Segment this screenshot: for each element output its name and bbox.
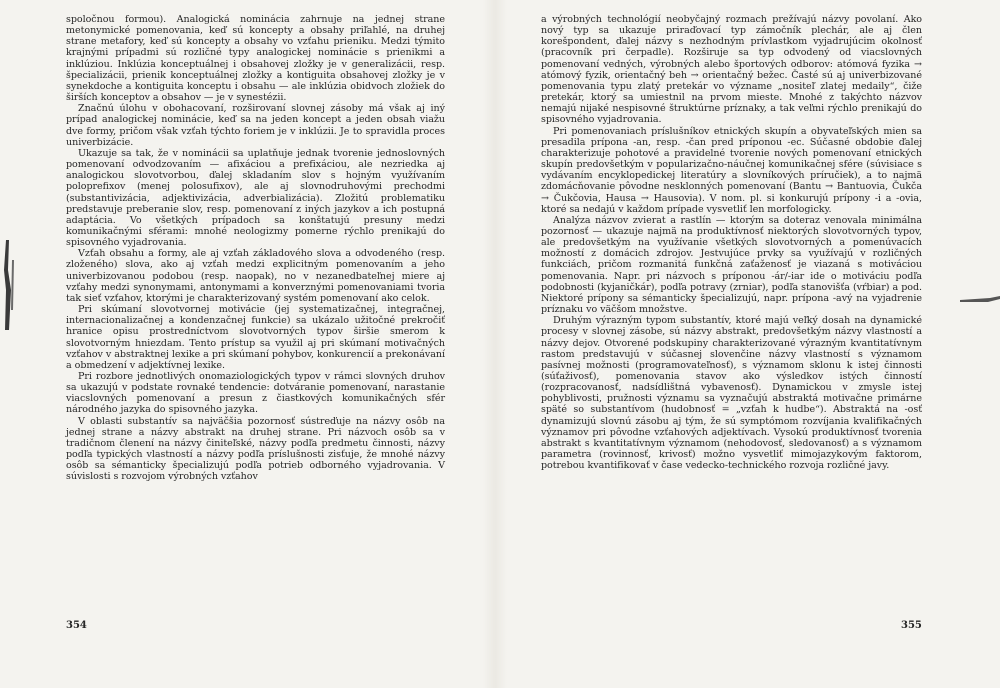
left-paragraph-2: Značnú úlohu v obohacovaní, rozširovaní slovnej zásoby má však aj iný prípad analogickej nominácie, keď sa na jeden koncept a jeden obsah viažu dve formy, pričom však vzťah týchto foriem je v inklúzii. Je to spravidla proces univerbizácie. — [66, 103, 445, 148]
right-paragraph-4: Druhým výrazným typom substantív, ktoré majú veľký dosah na dynamické procesy v slovnej zásobe, sú názvy abstrakt, predovšetkým názvy vlastností a názvy dejov. Otvorené podskupiny charakterizované výrazným kvantitatívnym rastom predstavujú v súčasnej slovenčine názvy vlastností s významom pasívnej možnosti (programovateľnosť), s významom sklonu k istej činnosti (súťaživosť), pomenovania stavov ako výsledkov istých činností (rozpracovanosť, nadsídlištná vybavenosť). Dynamickou v zmysle istej pohyblivosti, pružnosti významu sa vyznačujú abstraktá motivačne primárne späté so substantívom (hudobnosť = „vzťah k hudbe“). Abstraktá na -osť dynamizujú slovnú zásobu aj tým, že sú symptómom rozvíjania kvalifikačných významov pri pôvodne vzťahových adjektívach. Vysokú produktívnosť tvorenia abstrakt s kvantitatívnym významom (nehodovosť, sledovanosť) a s významom parametra (rovinnosť, krivosť) možno vysvetliť mimojazykovým faktorom, potrebou kvantifikovať v čase vedecko-technického rozvoja rozličné javy. — [541, 315, 922, 472]
left-paragraph-4: Vzťah obsahu a formy, ale aj vzťah základového slova a odvodeného (resp. zloženého) slova, ako aj vzťah medzi explicitným pomenovaním a jeho univerbizovanou podobou (resp. naopak), no v nezanedbateľnej miere aj vzťahy medzi synonymami, antonymami a konverznými pomenovaniami tvoria tak sieť vzťahov, ktorými je charakterizovaný systém pomenovaní ako celok. — [66, 248, 445, 304]
left-paragraph-5: Pri skúmaní slovotvornej motivácie (jej systematizačnej, integračnej, internacionalizačnej a kondenzačnej funkcie) sa ukázalo užitočné prekročiť hranice opisu prostredníctvom slovotvorných typov širšie smerom k slovotvorným hniezdam. Tento prístup sa využil aj pri skúmaní motivačných vzťahov v abstraktnej lexike a pri skúmaní pohybov, konkurencií a prekonávaní a obmedzení v adjektívnej lexike. — [66, 304, 445, 371]
right-paragraph-3: Analýza názvov zvierat a rastlín — ktorým sa doteraz venovala minimálna pozornosť — ukazuje najmä na produktívnosť niektorých slovotvorných typov, ale predovšetkým na využívanie všetkých slovotvorných a pomenúvacích možností z domácich zdrojov. Jestvujúce prvky sa využívajú v rozličných funkciách, pričom rozmanitá funkčná zaťaženosť je viazaná s motiváciou pomenovania. Napr. pri názvoch s príponou -ár/-iar ide o motiváciu podľa podobnosti (kyjaničkár), podľa potravy (zrniar), podľa stanovišťa (vŕbiar) a pod. Niektoré prípony sa sémanticky špecializujú, napr. prípona -avý na vyjadrenie príznaku vo väčšom množstve. — [541, 214, 922, 316]
left-paragraph-7: V oblasti substantív sa najväčšia pozornosť sústreďuje na názvy osôb na jednej strane a názvy abstrakt na druhej strane. Pri názvoch osôb sa v tradičnom členení na názvy činiteľské, názvy podľa predmetu činnosti, názvy podľa typických vlastností a názvy podľa príslušnosti zisťuje, že mnohé názvy osôb sa sémanticky špecializujú podľa potrieb odborného vyjadrovania. V súvislosti s rozvojom výrobných vzťahov — [66, 415, 445, 483]
page-edge-mark-left — [0, 240, 22, 330]
left-paragraph-1: spoločnou formou). Analogická nominácia zahrnuje na jednej strane metonymické pomenovania, keď sú koncepty a obsahy priľahlé, na druhej strane metafory, keď sú koncepty a obsahy vo vzťahu prieniku. Medzi týmito krajnými prípadmi sú rozličné typy analogickej nominácie s prienikmi a inklúziou. Inklúzia konceptuálnej i obsahovej zložky je v generalizácii, resp. špecializácii, prienik konceptuálnej zložky a kontiguita obsahovej zložky je v synekdoche a kontiguita konceptu i obsahu — ale inklúzia obidvoch zložiek do širších konceptov a obsahov — je v synestézii. — [66, 14, 445, 104]
left-paragraph-6: Pri rozbore jednotlivých onomaziologických typov v rámci slovných druhov sa ukazujú v podstate rovnaké tendencie: dotváranie pomenovaní, narastanie viacslovných pomenovaní a presun z čiastkových komunikačných sfér národného jazyka do spisovného jazyka. — [66, 371, 445, 416]
left-page-number: 354 — [66, 620, 87, 631]
right-paragraph-1: a výrobných technológií neobyčajný rozmach prežívajú názvy povolaní. Ako nový typ sa ukazuje priraďovací typ zámočník plechár, ale aj člen korešpondent, ďalej názvy s nezhodným prívlastkom vyjadrujúcim okolnosť (pracovník pri čerpadle). Rozširuje sa typ odvodený od viacslovných pomenovaní vedných, výrobných alebo športových odborov: atómová fyzika → atómový fyzik, orientačný beh → orientačný bežec. Časté sú aj univerbizované pomenovania typu zlatý pretekár vo význame „nositeľ zlatej medaily“, čiže pretekár, ktorý sa umiestnil na prvom mieste. Mnohé z takýchto názvov nemajú nijaké nespisovné štruktúrne príznaky, a tak veľmi rýchlo prenikajú do spisovného vyjadrovania. — [541, 14, 922, 126]
left-page-text — [66, 14, 445, 483]
book-gutter — [483, 0, 507, 688]
right-page-text — [541, 14, 922, 471]
page-edge-mark-right — [960, 290, 1000, 310]
left-paragraph-3: Ukazuje sa tak, že v nominácii sa uplatňuje jednak tvorenie jednoslovných pomenovaní odvodzovaním — afixáciou a prefixáciou, ale nezriedka aj analogickou slovotvorbou, ďalej skladaním slov s hojným využívaním polopreﬁxov (menej polosufixov), ale aj slovnodruhovými prechodmi (substantivizácia, adjektivizácia, adverbializácia). Zložitú problematiku predstavuje preberanie slov, resp. pomenovaní z iných jazykov a ich postupná adaptácia. Vo všetkých prípadoch sa konštatujú presuny medzi komunikačnými sférami: mnohé neologizmy pomerne rýchlo prenikajú do spisovného vyjadrovania. — [66, 147, 445, 249]
right-paragraph-2: Pri pomenovaniach príslušníkov etnických skupín a obyvateľských mien sa presadila prípona -an, resp. -čan pred príponou -ec. Súčasné obdobie ďalej charakterizuje pohotové a pravidelné tvorenie nových pomenovaní etnických skupín predovšetkým v popularizačno-náučnej komunikačnej sfére (súvisiace s vydávaním encyklopedickej literatúry a slovníkových príručiek), a to najmä zdomácňovanie pôvodne nesklonných pomenovaní (Bantu → Bantuovia, Čukča → Čukčovia, Hausa → Hausovia). V nom. pl. si konkurujú prípony -i a -ovia, ktoré sa nedajú v každom prípade vysvetliť len morfologicky. — [541, 125, 922, 215]
right-page-number: 355 — [901, 620, 922, 631]
